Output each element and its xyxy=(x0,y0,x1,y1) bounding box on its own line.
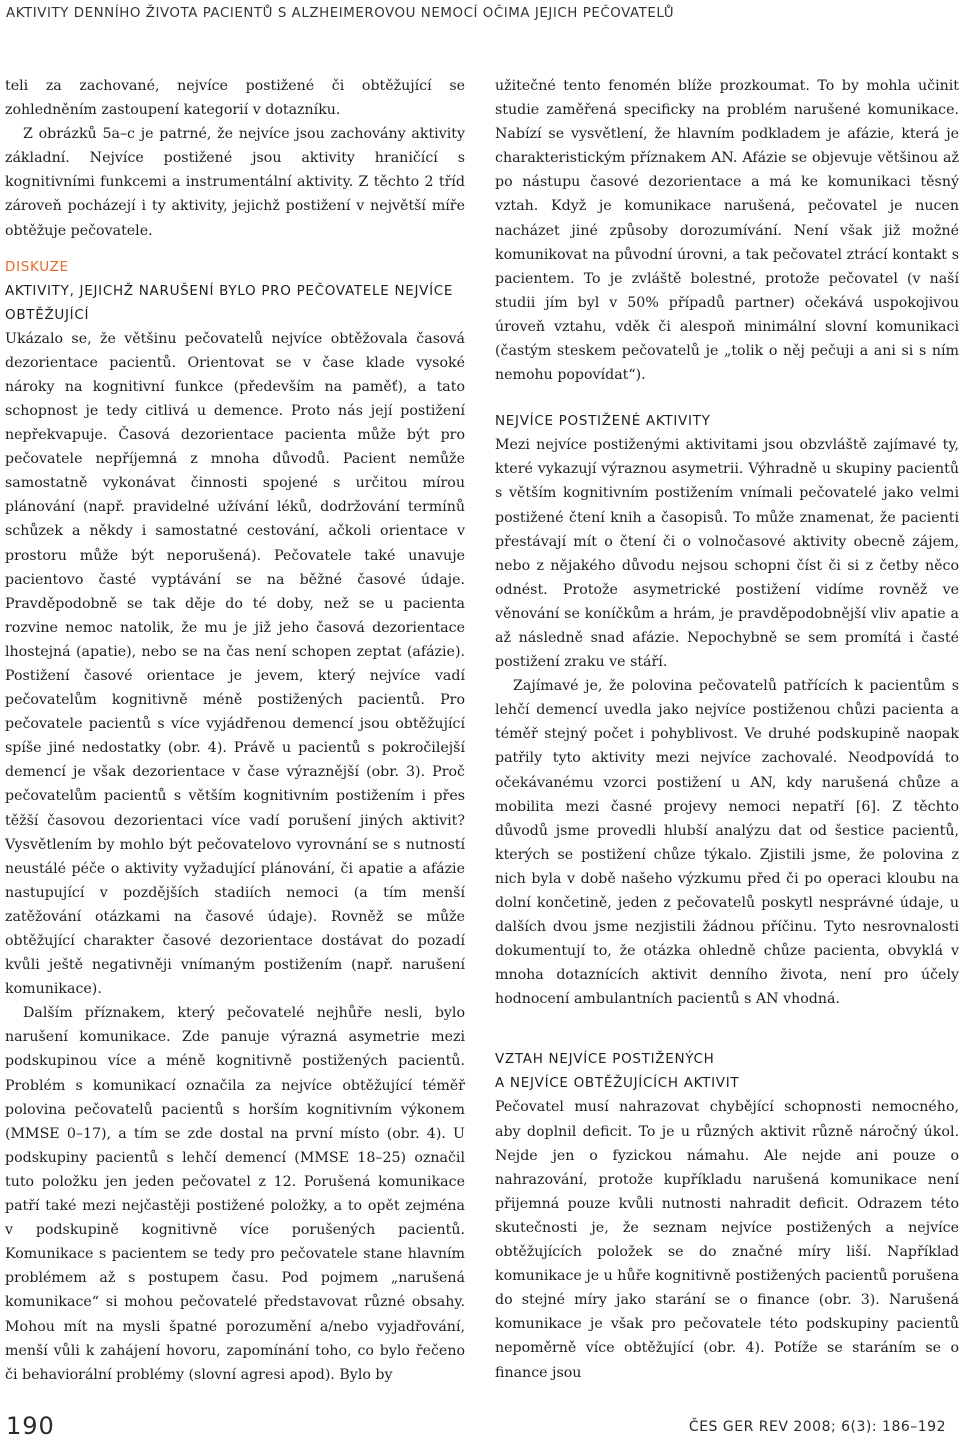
paragraph: Z obrázků 5a–c je patrné, že nejvíce jsou zachovány aktivity základní. Nejvíce postižené jsou aktivity hraničící s kognitivními funkcemi a instrumentální aktivity. Z těchto 2 tříd zároveň pocházejí i ty aktivity, jejichž postižení v největší míře obtěžuje pečovatele. xyxy=(5,126,465,239)
subsection-heading: AKTIVITY, JEJICHŽ NARUŠENÍ BYLO PRO PEČOVATELE NEJVÍCE OBTĚŽUJÍCÍ xyxy=(5,282,454,323)
paragraph: Dalším příznakem, který pečovatelé nejhůře nesli, bylo narušení komunikace. Zde panuje výrazná asymetrie mezi podskupinou více a méně kognitivně postižených pacientů. Problém s komunikací označila za nejvíce obtěžující téměř polovina pečovatelů pacientů s horším kognitivním výkonem (MMSE 0–17), a tím se zde dostal na první místo (obr. 4). U podskupiny pacientů s lehčí demencí (MMSE 18–25) označil tuto položku jen jeden pečovatel z 12. Porušená komunikace patří také mezi nejčastěji postižené položky, a to opět zejména v podskupině kognitivně více porušených pacientů. Komunikace s pacientem se tedy pro pečovatele stane hlavním problémem až s postupem času. Pod pojmem „narušená komunikace“ si mohou pečovatelé představovat různé obsahy. Mohou mít na mysli špatné porozumění a/nebo vyjadřování, menší vůli k zahájení hovoru, zapomínání toho, co bylo řečeno či behaviorální problémy (slovní agresi apod). Bylo by xyxy=(5,1005,465,1383)
journal-citation: ČES GER REV 2008; 6(3): 186–192 xyxy=(688,1419,946,1435)
paragraph: Ukázalo se, že většinu pečovatelů nejvíce obtěžovala časová dezorientace pacientů. Orientovat se v čase klade vysoké nároky na kognitivní funkce (především na paměť), a tato schopnost je tedy citlivá u demence. Proto nás její postižení nepřekvapuje. Časová dezorientace pacienta může být pro pečovatele nepříjemná z mnoha důvodů. Pacient nemůže samostatně vykonávat činnosti spojené s určitou mírou plánování (např. pravidelné užívání léků, dodržování termínů schůzek a někdy i samostatné cestování, ačkoli orientace v prostoru může být neporušená). Pečovatele také unavuje pacientovo časté vyptávání se na běžné časové údaje. Pravděpodobně se tak děje do té doby, než se u pacienta rozvine nemoc natolik, že mu je již jeho časová dezorientace lhostejná (apatie), nebo se na čas není schopen zeptat (afázie). Postižení časové orientace je jevem, který nejvíce vadí pečovatelům kognitivně méně postižených pacientů. Pro pečovatele pacientů s více vyjádřenou demencí jsou obtěžující spíše jiné nedostatky (obr. 4). Právě u pacientů s pokročilejší demencí je však dezorientace v čase výraznější (obr. 3). Proč pečovatelům pacientů s větším kognitivním postižením i přes těžší časovou dezorientaci více vadí porušení jiných aktivit? Vysvětlením by mohlo být pečovatelovo vyrovnání se s nutností neustálé péče o aktivity vyžadující plánování, či apatie a afázie nastupující v pozdějších stadiích nemoci (a tím menší zatěžování otázkami na časové údaje). Rovněž se může obtěžující charakter časové dezorientace dostávat do pozadí kvůli ještě negativněji vnímaným postižením (např. narušení komunikace). xyxy=(5,330,465,998)
page-number: 190 xyxy=(6,1412,55,1440)
left-column xyxy=(5,74,465,1387)
paragraph: Pečovatel musí nahrazovat chybějící schopnosti nemocného, aby doplnil deficit. To je u různých aktivit různě náročný úkol. Nejde jen o fyzickou námahu. Ale nejde ani pouze o nahrazování, protože kupříkladu narušená komunikace není přijemná pouze kvůli nutnosti nahradit deficit. Odrazem této skutečnosti je, že seznam nejvíce postižených a nejvíce obtěžujících položek se do značné míry liší. Například komunikace je u hůře kognitivně postižených pacientů porušena do stejné míry jako starání se o finance (obr. 3). Narušená komunikace je však pro pečovatele této podskupiny pacientů nepoměrně více obtěžující (obr. 4). Potíže se staráním se o finance jsou xyxy=(495,1099,959,1381)
running-header: AKTIVITY DENNÍHO ŽIVOTA PACIENTŮ S ALZHEIMEROVOU NEMOCÍ OČIMA JEJICH PEČOVATELŮ xyxy=(6,6,675,21)
subsection-heading: NEJVÍCE POSTIŽENÉ AKTIVITY xyxy=(495,413,711,430)
section-heading-diskuze: DISKUZE xyxy=(5,258,69,275)
subsection-heading: A NEJVÍCE OBTĚŽUJÍCÍCH AKTIVIT xyxy=(495,1075,740,1092)
paragraph: užitečné tento fenomén blíže prozkoumat. To by mohla učinit studie zaměřená specificky na problém narušené komunikace. Nabízí se vysvětlení, že hlavním podkladem je afázie, která je charakteristickým příznakem AN. Afázie se objevuje většinou až po nástupu časové dezorientace a má ke komunikaci těsný vztah. Když je komunikace narušená, pečovatel je nucen nacházet jiné způsoby dorozumívání. Není však již možné komunikovat na původní úrovni, a tak pečovatel ztrácí kontakt s pacientem. To je zvláště bolestné, protože pečovatel (v naší studii jím byl v 50% případů partner) očekává uspokojivou úroveň vztahu, vděk či alespoň minimální slovní komunikaci (častým steskem pečovatelů je „tolik o něj pečuji a ani si s ním nemohu popovídat“). xyxy=(495,78,959,384)
subsection-heading: VZTAH NEJVÍCE POSTIŽENÝCH xyxy=(495,1051,715,1068)
right-column xyxy=(495,74,959,1385)
paragraph: Mezi nejvíce postiženými aktivitami jsou obzvláště zajímavé ty, které vykazují výraznou asymetrii. Výhradně u skupiny pacientů s větším kognitivním postižením vnímali pečovatelé jako velmi postižené čtení knih a časopisů. To může znamenat, že pacienti přestávají mít o čtení či o volnočasové aktivity obecně zájem, nebo z nějakého důvodu nejsou schopni číst či si z četby něco odnést. Protože asymetrické postižení vidíme rovněž ve věnování se koníčkům a hrám, je pravděpodobnější vliv apatie a až následně snad afázie. Nepochybně se sem promítá i časté postižení zraku ve stáří. xyxy=(495,437,959,671)
paragraph: teli za zachované, nejvíce postižené či obtěžující se zohledněním zastoupení kategorií v dotazníku. xyxy=(5,78,465,119)
paragraph: Zajímavé je, že polovina pečovatelů patřících k pacientům s lehčí demencí uvedla jako nejvíce postiženou chůzi pacienta a téměř stejný počet i pohyblivost. Ve druhé podskupině naopak patřily tyto aktivity mezi nejvíce zachovalé. Neodpovídá to očekávanému vzorci postižení u AN, kdy narušená chůze a mobilita mezi časné projevy nemoci nepatří [6]. Z těchto důvodů jsme provedli hlubší analýzu dat od šestice pacientů, kterých se postižení chůze týkalo. Zjistili jsme, že polovina z nich byla v době našeho výzkumu před či po operaci kloubu na dolní končetině, jeden z pečovatelů poskytl nesprávné údaje, u dalších dvou jsme nezjistili žádnou příčinu. Tyto nesrovnalosti dokumentují to, že otázka ohledně chůze pacienta, obvyklá v mnoha dotaznících aktivit denního života, není pro účely hodnocení ambulantních pacientů s AN vhodná. xyxy=(495,678,959,1008)
